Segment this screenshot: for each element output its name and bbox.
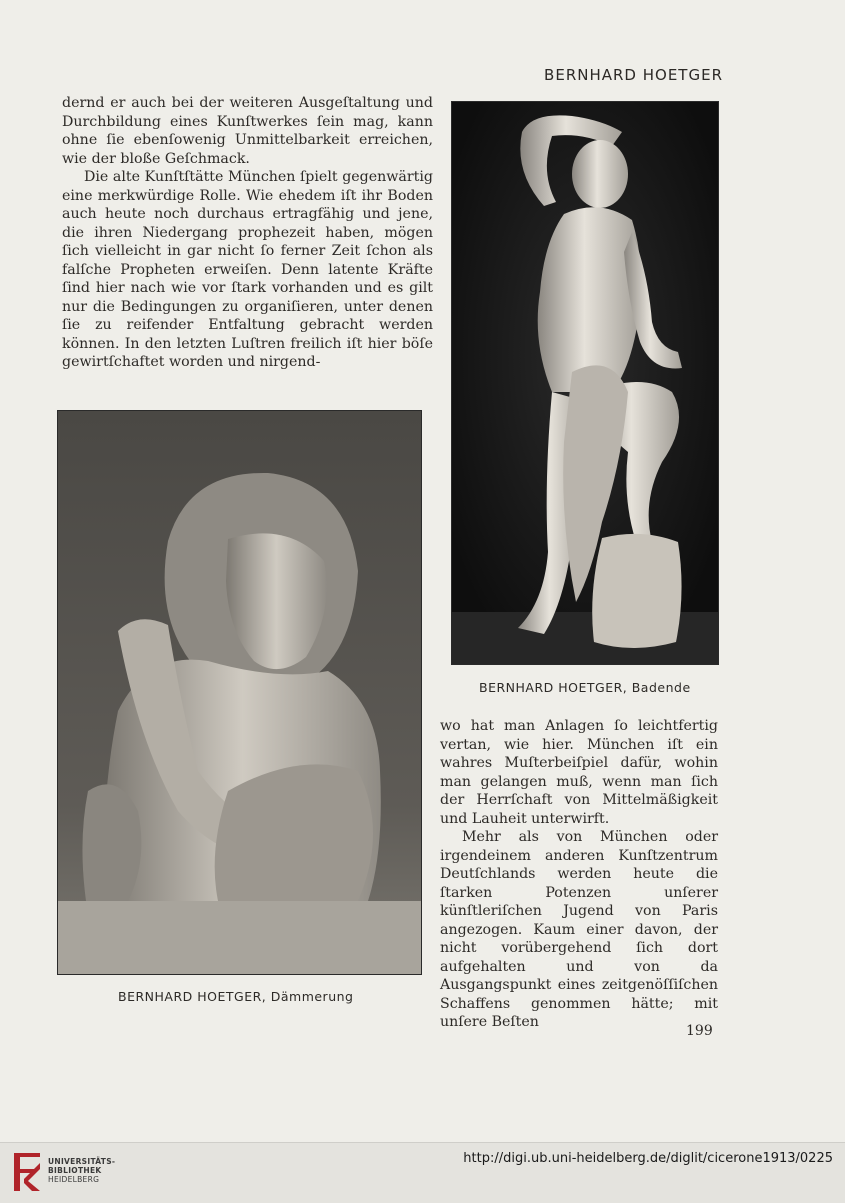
paragraph: Mehr als von München oder irgendeinem anderen Kunſtzentrum Deutſchlands werden heute die ſtarken Potenzen unſerer künſtleriſchen Jugend von Paris angezogen. Kaum einer davon, der nicht vorübergehend ſich dort aufgehalten und von da Ausgangspunkt eines zeitgenöſſiſchen Schaffens genommen hätte; mit unſere Beſten [440, 829, 718, 1030]
paragraph: dernd er auch bei der weiteren Ausgeſtaltung und Durchbildung eines Kunſtwerkes ſein mag, kann ohne ſie ebenſowenig Unmittelbarkeit erreichen, wie der bloße Geſchmack. [62, 95, 433, 167]
running-head: BERNHARD HOETGER [544, 66, 723, 84]
text-column-right [440, 717, 718, 1032]
paragraph: Die alte Kunſtſtätte München ſpielt gegenwärtig eine merkwürdige Rolle. Wie ehedem iſt ihr Boden auch heute noch durchaus ertragfähig und jene, die ihren Niedergang prophezeit haben, mögen ſich vielleicht in gar nicht ſo ferner Zeit ſchon als falſche Propheten erweiſen. Denn latente Kräfte ſind hier nach wie vor ſtark vorhanden und es gilt nur die Bedingungen zu organiſieren, unter denen ſie zu reifender Entfaltung gebracht werden können. In den letzten Luſtren freilich iſt hier böſe gewirtſchaftet worden und nirgend- [62, 169, 433, 370]
university-logo-icon [10, 1149, 44, 1195]
photo-badende [451, 101, 719, 665]
text-column-left [62, 94, 433, 372]
footer-bar [0, 1142, 845, 1203]
library-name-line: HEIDELBERG [48, 1175, 100, 1184]
source-url-link[interactable]: http://digi.ub.uni-heidelberg.de/diglit/cicerone1913/0225 [463, 1151, 833, 1166]
caption-daemmerung: BERNHARD HOETGER, Dämmerung [118, 989, 354, 1004]
photo-daemmerung [57, 410, 422, 975]
page-number: 199 [686, 1023, 713, 1039]
library-name-line: BIBLIOTHEK [48, 1166, 102, 1175]
caption-badende: BERNHARD HOETGER, Badende [479, 680, 691, 695]
statue-bather-image [452, 102, 718, 664]
bust-daemmerung-image [58, 411, 421, 974]
paragraph: wo hat man Anlagen ſo leichtfertig vertan, wie hier. München iſt ein wahres Muſterbeiſpiel dafür, wohin man gelangen muß, wenn man ſich der Herrſchaft von Mittelmäßigkeit und Lauheit unterwirft. [440, 718, 718, 827]
library-name-line: UNIVERSITÄTS- [48, 1157, 116, 1166]
library-name [48, 1157, 115, 1184]
